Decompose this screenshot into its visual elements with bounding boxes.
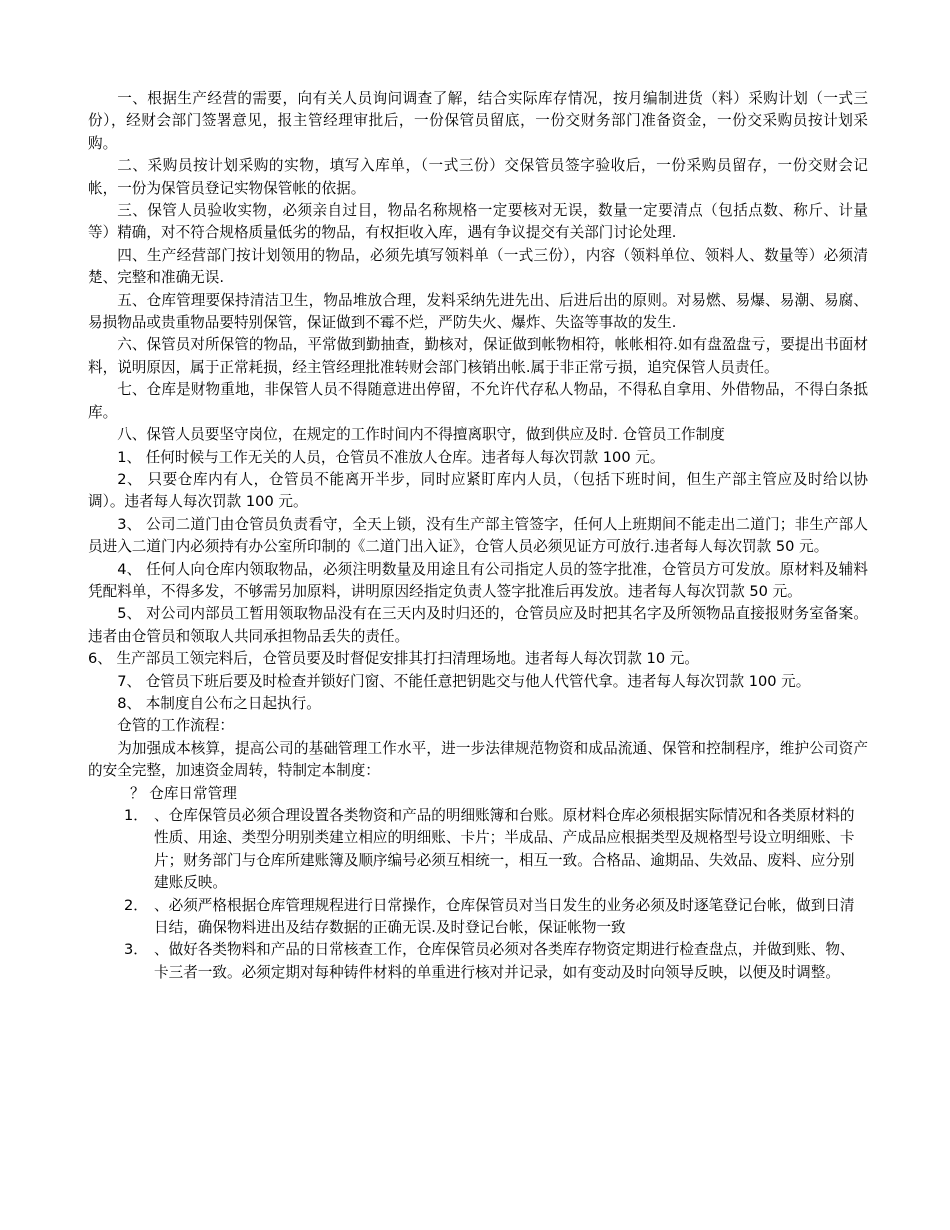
rule-3: 3、 公司二道门由仓管员负责看守，全天上锁，没有生产部主管签字，任何人上班期间不能走出二道门；非生产部人员进入二道门内必须持有办公室所印制的《二道门出入证》，仓管人员必须见证方可放行.违者每人每次罚款 50 元。 [88,515,868,556]
rule-2: 2、 只要仓库内有人，仓管员不能离开半步，同时应紧盯库内人员，（包括下班时间，但生产部主管应及时给以协调）。违者每人每次罚款 100 元。 [88,470,868,511]
section-heading-daily-management: ？ 仓库日常管理 [130,784,237,802]
paragraph-5: 五、仓库管理要保持清洁卫生，物品堆放合理，发料采纳先进先出、后进后出的原则。对易燃、易爆、易潮、易腐、易损物品或贵重物品要特别保管，保证做到不霉不烂，严防失火、爆炸、失盗等事故的发生. [88,291,868,332]
rule-6: 6、 生产部员工领完料后，仓管员要及时督促安排其打扫清理场地。违者每人每次罚款 10 元。 [88,650,699,668]
list-item-text: 、必须严格根据仓库管理规程进行日常操作，仓库保管员对当日发生的业务必须及时逐笔登记台帐，做到日清日结，确保物料进出及结存数据的正确无误.及时登记台帐，保证帐物一致 [154,896,855,937]
list-item-text: 、做好各类物料和产品的日常核查工作，仓库保管员必须对各类库存物资定期进行检查盘点，并做到账、物、卡三者一致。必须定期对每种铸件材料的单重进行核对并记录，如有变动及时向领导反映，以便及时调整。 [154,941,855,981]
list-item [88,939,868,984]
paragraph-4: 四、生产经营部门按计划领用的物品，必须先填写领料单（一式三份），内容（领料单位、领料人、数量等）必须清楚、完整和准确无误. [88,246,868,287]
rule-7: 7、 仓管员下班后要及时检查并锁好门窗、不能任意把钥匙交与他人代管代拿。违者每人每次罚款 100 元。 [117,672,811,690]
paragraph-8: 八、保管人员要坚守岗位，在规定的工作时间内不得擅离职守，做到供应及时. 仓管员工作制度 [117,426,725,444]
paragraph-3: 三、保管人员验收实物，必须亲自过目，物品名称规格一定要核对无误，数量一定要清点（包括点数、称斤、计量等）精确，对不符合规格质量低劣的物品，有权拒收入库，遇有争议提交有关部门讨论处理. [88,202,868,242]
rule-4: 4、 任何人向仓库内领取物品，必须注明数量及用途且有公司指定人员的签字批准，仓管员方可发放。原材料及辅料凭配料单，不得多发，不够需另加原料，讲明原因经指定负责人签字批准后再发放。违者每人每次罚款 50 元。 [88,560,868,600]
rule-5: 5、 对公司内部员工暂用领取物品没有在三天内及时归还的，仓管员应及时把其名字及所领物品直接报财务室备案。违者由仓管员和领取人共同承担物品丢失的责任。 [88,605,868,645]
section-heading-workflow: 仓管的工作流程： [117,717,234,735]
list-item [88,895,868,940]
paragraph-6: 六、保管员对所保管的物品，平常做到勤抽查，勤核对，保证做到帐物相符，帐帐相符.如有盘盈盘亏，要提出书面材料，说明原因，属于正常耗损，经主管经理批准转财会部门核销出帐.属于非正常亏损，追究保管人员责任。 [88,336,868,376]
paragraph-1: 一、根据生产经营的需要，向有关人员询问调查了解，结合实际库存情况，按月编制进货（料）采购计划（一式三份），经财会部门签署意见，报主管经理审批后，一份保管员留底，一份交财务部门准备资金，一份交采购员按计划采购。 [88,90,868,152]
rule-8: 8、 本制度自公布之日起执行。 [117,694,321,712]
list-item-number: 1． [124,807,148,824]
list-item [88,805,868,895]
document-page [88,88,868,984]
list-item-number: 2． [124,896,148,914]
list-item-text: 、仓库保管员必须合理设置各类物资和产品的明细账簿和台账。原材料仓库必须根据实际情况和各类原材料的性质、用途、类型分明别类建立相应的明细账、卡片；半成品、产成品应根据类型及规格型号设立明细账、卡片；财务部门与仓库所建账簿及顺序编号必须互相统一，相互一致。合格品、逾期品、失效品、废料、应分别建账反映。 [154,807,855,892]
paragraph-2: 二、采购员按计划采购的实物，填写入库单，（一式三份）交保管员签字验收后，一份采购员留存，一份交财会记帐，一份为保管员登记实物保管帐的依据。 [88,157,868,197]
rule-1: 1、 任何时候与工作无关的人员，仓管员不准放人仓库。违者每人每次罚款 100 元。 [117,448,665,466]
paragraph-7: 七、仓库是财物重地，非保管人员不得随意进出停留，不允许代存私人物品，不得私自拿用、外借物品，不得白条抵库。 [88,381,868,421]
daily-management-list [88,805,868,984]
workflow-intro: 为加强成本核算，提高公司的基础管理工作水平，进一步法律规范物资和成品流通、保管和控制程序，维护公司资产的安全完整，加速资金周转，特制定本制度： [88,739,868,780]
list-item-number: 3． [124,941,148,959]
